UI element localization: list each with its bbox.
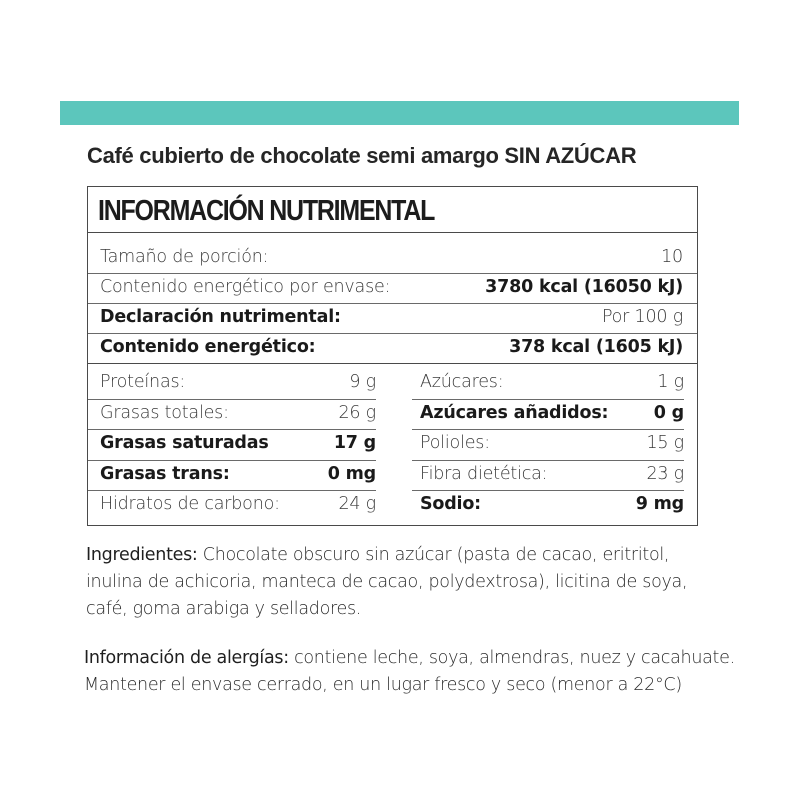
energy-per-package-value: 3780 kcal (16050 kJ): [485, 277, 683, 297]
nutrient-label: Sodio:: [420, 494, 481, 514]
nutrition-declaration-value: Por 100 g: [601, 307, 683, 327]
nutrient-value: 0 mg: [327, 463, 376, 484]
nutrient-label: Grasas trans:: [100, 463, 230, 484]
nutrient-label: Polioles:: [420, 433, 490, 453]
ingredients-text-line-2: inulina de achicoria, manteca de cacao, polydextrosa), licitina de soya,: [86, 572, 688, 592]
nutrient-label: Azúcares añadidos:: [420, 402, 609, 423]
nutrient-value: 1 g: [657, 372, 684, 392]
nutrition-declaration-row: [88, 304, 697, 334]
nutrient-value: 0 g: [653, 402, 684, 423]
ingredients-section: [86, 542, 687, 623]
serving-size-value: 10: [661, 247, 683, 267]
energy-content-value: 378 kcal (1605 kJ): [509, 337, 683, 357]
ingredients-label: Ingredientes:: [86, 545, 198, 565]
nutrient-cell: [412, 430, 684, 461]
nutrient-label: Grasas totales:: [100, 402, 229, 423]
energy-content-label: Contenido energético:: [100, 337, 316, 357]
nutrient-cell: [88, 491, 376, 522]
energy-per-package-row: [88, 274, 697, 304]
nutrient-cell: [412, 369, 684, 400]
serving-size-row: [88, 244, 697, 274]
nutrient-label: Hidratos de carbono:: [100, 494, 280, 514]
nutrient-value: 26 g: [338, 402, 376, 423]
nutrient-value: 24 g: [338, 494, 376, 514]
nutrition-facts-panel: [87, 186, 698, 526]
ingredients-text-line-1: Chocolate obscuro sin azúcar (pasta de cacao, eritritol,: [197, 545, 670, 565]
nutrient-cell: [88, 369, 376, 400]
nutrient-cell: [88, 461, 376, 492]
nutrition-heading-box: [88, 187, 697, 233]
nutrient-label: Grasas saturadas: [100, 433, 269, 453]
nutrition-declaration-label: Declaración nutrimental:: [100, 307, 341, 327]
energy-content-row: [88, 334, 697, 364]
nutrient-cell: [412, 491, 684, 522]
nutrient-value: 15 g: [646, 433, 684, 453]
nutrient-cell: [412, 461, 684, 492]
product-title: Café cubierto de chocolate semi amargo SIN AZÚCAR: [87, 143, 637, 168]
nutrient-value: 9 mg: [635, 494, 684, 514]
accent-bar: [60, 101, 739, 125]
nutrient-column-left: [88, 369, 376, 523]
nutrition-heading: INFORMACIÓN NUTRIMENTAL: [98, 195, 435, 227]
energy-per-package-label: Contenido energético por envase:: [100, 277, 391, 297]
allergy-text-line-1: contiene leche, soya, almendras, nuez y cacahuate.: [288, 648, 735, 668]
nutrient-label: Azúcares:: [420, 372, 504, 392]
storage-text: Mantener el envase cerrado, en un lugar fresco y seco (menor a 22°C): [84, 675, 682, 695]
serving-size-label: Tamaño de porción:: [100, 247, 269, 267]
nutrient-cell: [88, 430, 376, 461]
nutrient-cell: [88, 400, 376, 431]
allergy-label: Información de alergías:: [84, 648, 289, 668]
allergy-section: [84, 645, 735, 699]
nutrient-column-right: [412, 369, 684, 523]
nutrient-value: 9 g: [349, 372, 376, 392]
nutrient-value: 23 g: [646, 463, 684, 484]
nutrient-value: 17 g: [333, 433, 376, 453]
nutrient-grid: [88, 369, 697, 523]
nutrient-label: Fibra dietética:: [420, 463, 548, 484]
nutrient-label: Proteínas:: [100, 372, 186, 392]
ingredients-text-line-3: café, goma arabiga y selladores.: [86, 599, 362, 619]
nutrient-cell: [412, 400, 684, 431]
